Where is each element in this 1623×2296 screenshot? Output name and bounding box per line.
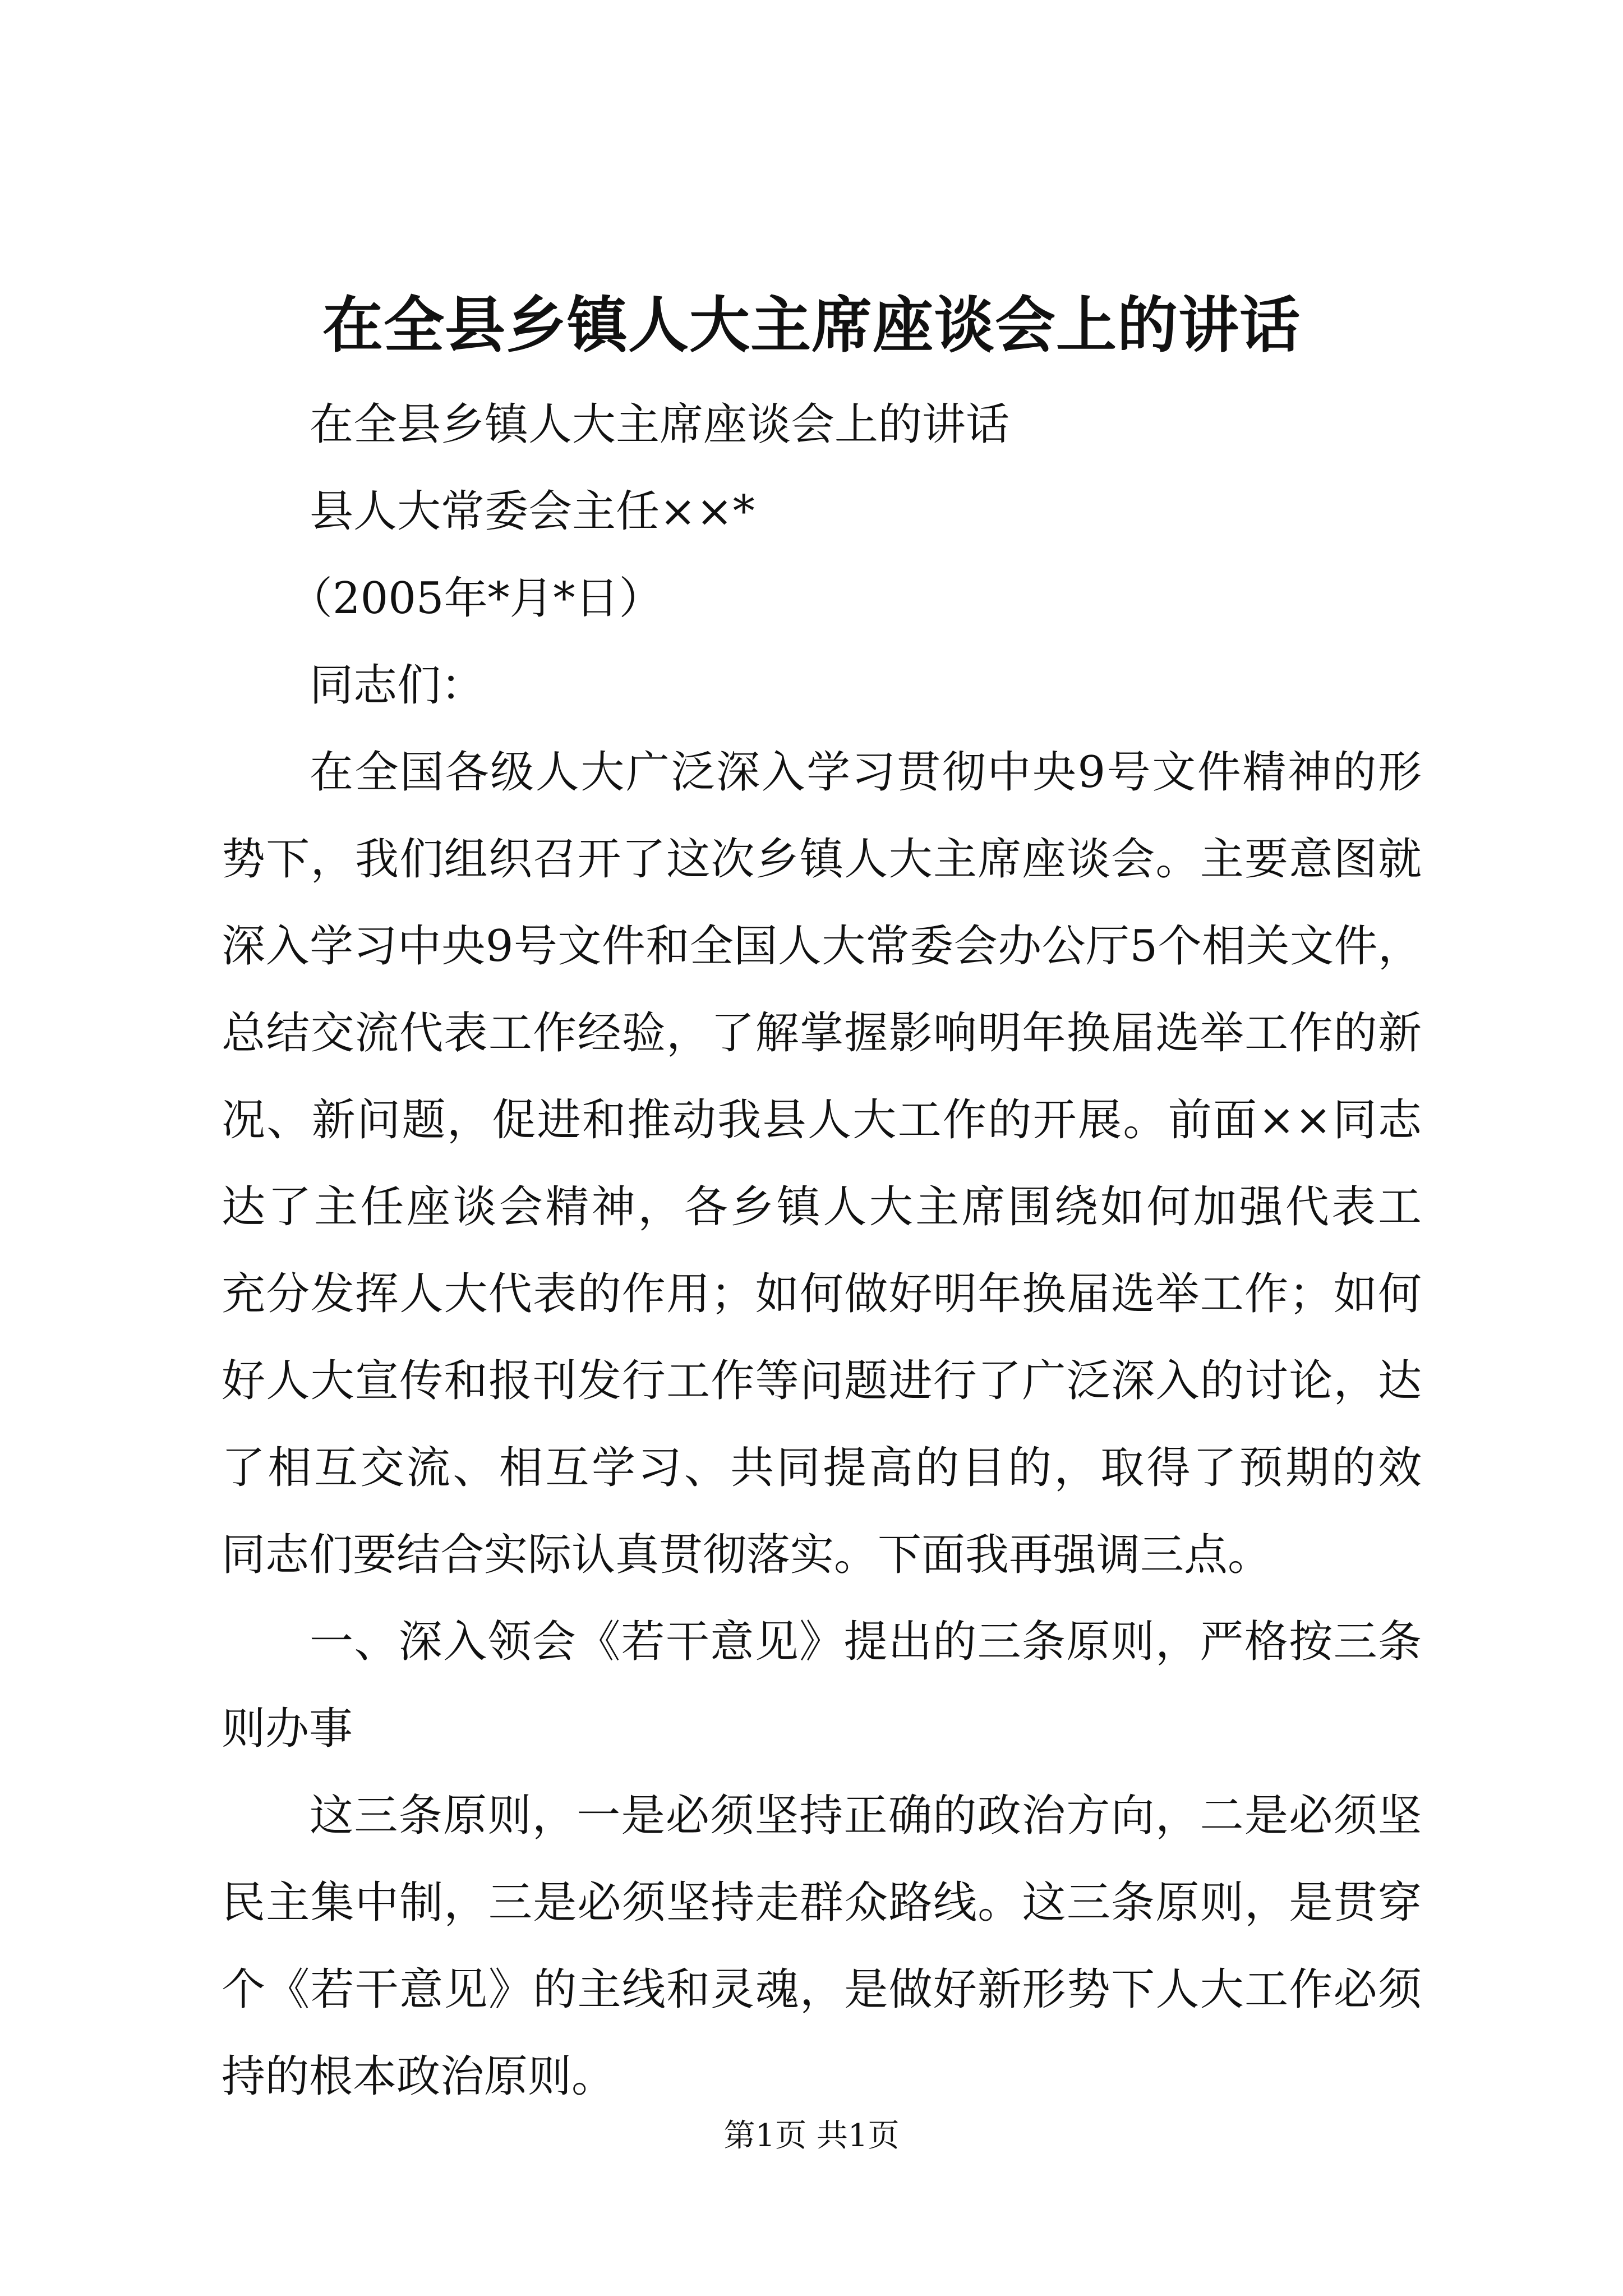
paragraph-line: 了相互交流、相互学习、共同提高的目的，取得了预期的效 (222, 1443, 1422, 1493)
paragraph-line: 个《若干意见》的主线和灵魂，是做好新形势下人大工作必须 (222, 1964, 1422, 2015)
paragraph-line: 民主集中制，三是必须坚持走群众路线。这三条原则，是贯穿 (222, 1878, 1422, 1928)
paragraph-line: 充分发挥人大代表的作用；如何做好明年换届选举工作；如何 (222, 1269, 1422, 1319)
paragraph-line: 达了主任座谈会精神，各乡镇人大主席围绕如何加强代表工 (222, 1182, 1422, 1232)
paragraph-line: 深入学习中央9号文件和全国人大常委会办公厅5个相关文件， (222, 921, 1422, 972)
section-heading-line: 一、深入领会《若干意见》提出的三条原则，严格按三条 (310, 1617, 1422, 1667)
paragraph-line: 势下，我们组织召开了这次乡镇人大主席座谈会。主要意图就 (222, 834, 1422, 885)
document-subtitle: 在全县乡镇人大主席座谈会上的讲话 (310, 399, 1010, 450)
page-number: 第1页 共1页 (723, 2118, 900, 2154)
paragraph-line: 持的根本政治原则。 (222, 2051, 616, 2102)
speaker-line: 县人大常委会主任××* (310, 486, 755, 537)
document-title: 在全县乡镇人大主席座谈会上的讲话 (322, 290, 1301, 361)
paragraph-line: 总结交流代表工作经验，了解掌握影响明年换届选举工作的新 (222, 1008, 1422, 1059)
paragraph-line: 在全国各级人大广泛深入学习贯彻中央9号文件精神的形 (310, 747, 1422, 798)
section-heading-line: 则办事 (222, 1704, 353, 1754)
salutation: 同志们： (310, 660, 485, 711)
paragraph-line: 好人大宣传和报刊发行工作等问题进行了广泛深入的讨论，达 (222, 1356, 1422, 1406)
date-line: （2005年*月*日） (289, 573, 663, 624)
document-body (222, 381, 1422, 2120)
paragraph-line: 这三条原则，一是必须坚持正确的政治方向，二是必须坚 (310, 1791, 1422, 1841)
paragraph-line: 同志们要结合实际认真贯彻落实。下面我再强调三点。 (222, 1530, 1272, 1580)
paragraph-line: 况、新问题，促进和推动我县人大工作的开展。前面××同志 (222, 1095, 1422, 1145)
